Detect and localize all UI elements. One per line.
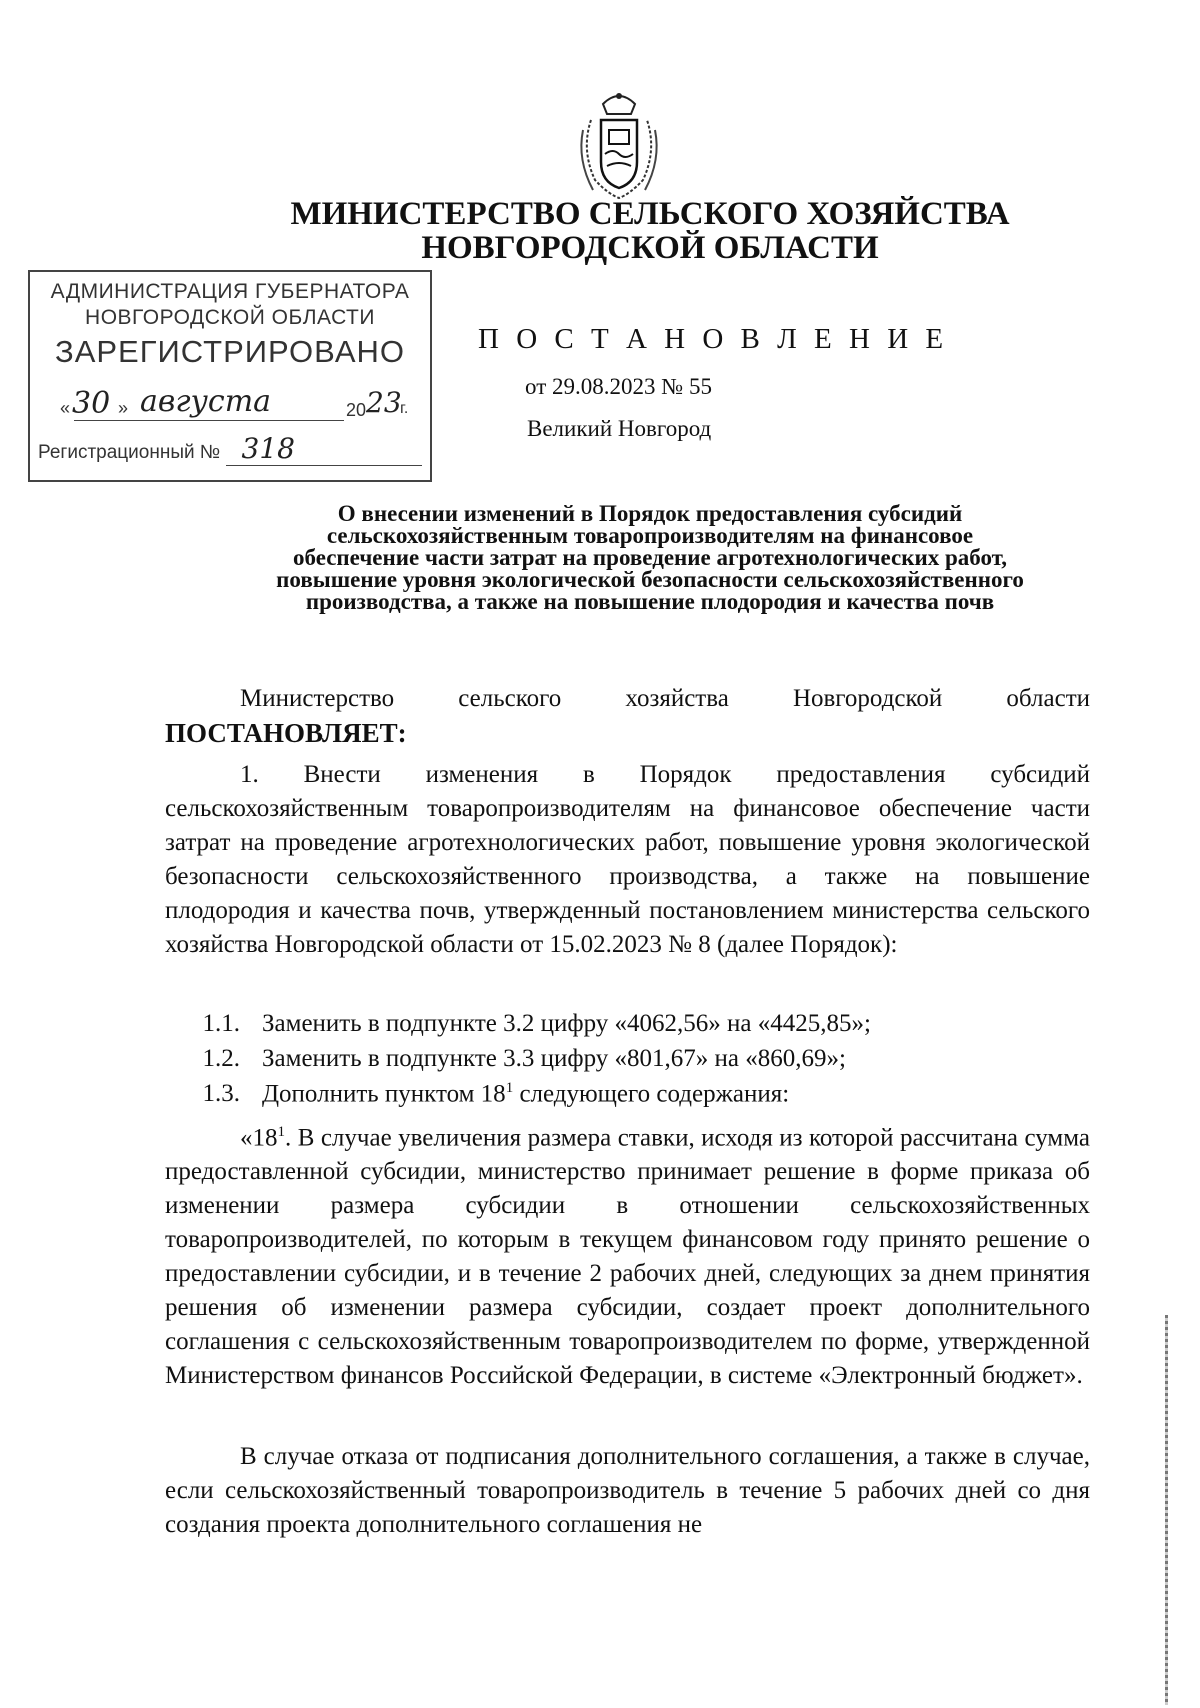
stamp-year-prefix: 20 — [346, 400, 367, 420]
document-date-number: от 29.08.2023 № 55 — [525, 374, 712, 399]
registration-stamp — [28, 270, 432, 482]
item-1-3-text-b: следующего содержания: — [513, 1080, 790, 1108]
item-1-3-text-a: Дополнить пунктом 18 — [262, 1080, 506, 1108]
item-1-3 — [165, 1080, 1090, 1108]
item-1-3-number: 1.3. — [202, 1080, 240, 1108]
document-subject — [175, 503, 1125, 613]
subject-line: сельскохозяйственным товаропроизводителям на финансовое — [326, 523, 974, 548]
ministry-name-line1: МИНИСТЕРСТВО СЕЛЬСКОГО ХОЗЯЙСТВА — [290, 196, 1010, 232]
item-1-2-text: Заменить в подпункте 3.3 цифру «801,67» на «860,69»; — [262, 1045, 846, 1072]
paragraph-18-1 — [165, 1115, 1090, 1393]
subject-line: повышение уровня экологической безопасности сельскохозяйственного — [276, 567, 1024, 592]
stamp-date: « 30 » августа 20 23 г. — [60, 384, 409, 421]
item-1-3-sup: 1 — [505, 1080, 514, 1096]
p18-text: . В случае увеличения размера ставки, исходя из которой рассчитана сумма предоставленной субсидии, министерство принимает решение в форме приказа об изменении размера субсидии в отношении сельскохозяйственных товаропроизводителей, по которым в текущем финансовом году принято решение о предоставлении субсидии, и в течение 2 рабочих дней, следующих за днем принятия решения об изменении размера субсидии, создает проект дополнительного соглашения с сельскохозяйственным товаропроизводителем по форме, утвержденной Министерством финансов Российской Федерации, в системе «Электронный бюджет». — [165, 1124, 1090, 1390]
stamp-line2: НОВГОРОДСКОЙ ОБЛАСТИ — [85, 306, 375, 329]
novgorod-coat-of-arms-icon — [573, 90, 665, 202]
preamble: Министерство сельского хозяйства Новгородской области — [240, 685, 1090, 712]
stamp-number-line — [38, 432, 422, 466]
item-1-2 — [165, 1045, 1090, 1073]
item-1-2-number: 1.2. — [202, 1045, 240, 1072]
subject-line: производства, а также на повышение плодородия и качества почв — [305, 589, 995, 614]
stamp-day: 30 — [72, 386, 111, 421]
paragraph-1: 1. Внести изменения в Порядок предоставления субсидий сельскохозяйственным товаропроизводителям на финансовое обеспечение части затрат на проведение агротехнологических работ, повышение уровня экологической безопасности сельскохозяйственного производства, а также на повышение плодородия и качества почв, утвержденный постановлением министерства сельского хозяйства Новгородской области от 15.02.2023 № 8 (далее Порядок): — [165, 761, 1090, 958]
stamp-line1: АДМИНИСТРАЦИЯ ГУБЕРНАТОРА — [50, 280, 410, 303]
stamp-registered: ЗАРЕГИСТРИРОВАНО — [54, 334, 405, 369]
stamp-number: 318 — [226, 432, 422, 466]
p18-open: «18 — [240, 1124, 278, 1152]
subject-line: О внесении изменений в Порядок предоставления субсидий — [337, 501, 963, 526]
stamp-month: августа — [140, 384, 272, 419]
p18-sup: 1 — [277, 1124, 285, 1140]
subject-line: обеспечение части затрат на проведение агротехнологических работ, — [293, 545, 1007, 570]
resolves: ПОСТАНОВЛЯЕТ: — [165, 718, 407, 748]
item-1-1-number: 1.1. — [202, 1010, 240, 1037]
item-1-1 — [165, 1010, 1090, 1038]
stamp-number-label: Регистрационный № — [38, 442, 221, 463]
item-1-1-text: Заменить в подпункте 3.2 цифру «4062,56» на «4425,85»; — [262, 1010, 871, 1037]
paragraph-refusal: В случае отказа от подписания дополнительного соглашения, а также в случае, если сельскохозяйственный товаропроизводитель в течение 5 рабочих дней со дня создания проекта дополнительного соглашения не — [165, 1443, 1090, 1538]
stamp-year-suffix: 23 — [366, 386, 402, 419]
document-place: Великий Новгород — [527, 416, 712, 441]
ministry-name-line2: НОВГОРОДСКОЙ ОБЛАСТИ — [421, 230, 879, 266]
document-type: П О С Т А Н О В Л Е Н И Е — [478, 323, 949, 355]
stamp-year-abbr: г. — [400, 400, 409, 417]
scan-edge-mark — [1165, 1315, 1168, 1705]
